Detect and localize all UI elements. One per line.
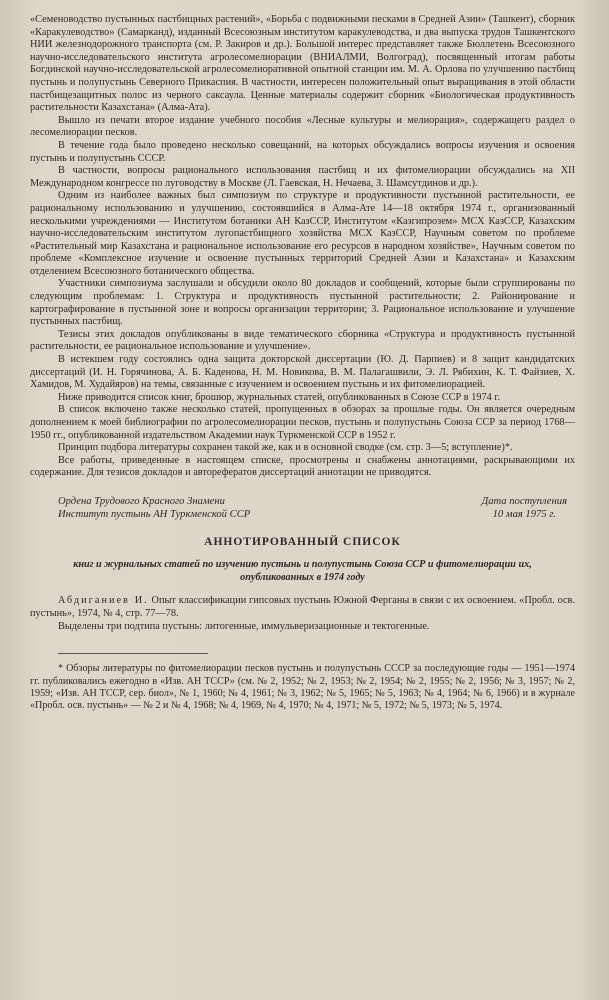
footnote-rule [58,653,208,654]
paragraph-3: В течение года было проведено несколько совещаний, на которых обсуждались вопросы изучения и освоения пустынь и полупустынь СССР. [30,139,575,164]
entry-annotation: Выделены три подтипа пустынь: литогенные, иммульверизационные и тектогенные. [58,620,430,632]
institution-line-1: Ордена Трудового Красного Знамени [58,495,225,507]
section-title: АННОТИРОВАННЫЙ СПИСОК [204,536,401,549]
paragraph-8: В истекшем году состоялись одна защита докторской диссертации (Ю. Д. Парпиев) и 8 защит кандидатских диссертаций (И. Н. Горячинова, А. Б. Каденова, Н. М. Новикова, В. М. Палагашвили, Э. Л. Рябихин, К. Т. Файзиев, Х. Хамидов, М. Худайяров) на темы, связанные с изучением и освоением пустынь и их фитомелиорацией. [30,354,575,391]
paragraph-5: Одним из наиболее важных был симпозиум по структуре и продуктивности пустынной растительности, ее рациональному использованию и улучшению, состоявшийся в Алма-Ате 14—18 октября 1974 г., организованный несколькими учреждениями — Институтом ботаники АН КазССР, Институтом «Казгипрозем» МСХ КазССР, Казахским научно-исследовательским институтом лугопастбищного хозяйства МСХ КазССР, Научным советом по проблеме «Растительный мир Казахстана и рациональное использование его ресурсов в народном хозяйстве», Научным советом по проблеме «Комплексное изучение и освоение пустынных территорий Средней Азии и Казахстана» и Казахским отделением Всесоюзного ботанического общества. [30,190,575,277]
received-date [481,496,575,521]
paragraph-7: Тезисы этих докладов опубликованы в виде тематического сборника «Структура и продуктивность пустынной растительности, ее рациональное использование и улучшение». [30,328,575,353]
paragraph-9: Ниже приводится список книг, брошюр, журнальных статей, опубликованных в Союзе ССР в 1974 г. [58,391,501,403]
paragraph-2: Вышло из печати второе издание учебного пособия «Лесные культуры и мелиорация», содержащего раздел о лесомелиорации песков. [30,114,575,139]
paragraph-4: В частности, вопросы рационального использования пастбищ и их фитомелиорации обсуждались на XII Международном конгрессе по луговодству в Москве (Л. Гаевская, Н. Нечаева, З. Шамсутдинов и др.). [30,165,575,189]
entry-author: Абдиганиев И. [58,595,149,607]
institution-line-2: Институт пустынь АН Туркменской ССР [58,508,251,520]
entry-text: Опыт классификации гипсовых пустынь Южной Ферганы в связи с их освоением. «Пробл. осв. пустынь», 1974, № 4, стр. 77—78. [30,595,575,619]
section-subtitle: книг и журнальных статей по изучению пустынь и полупустынь Союза ССР и фитомелиорации их, опубликованных в 1974 году [73,559,532,583]
received-date-value: 10 мая 1975 г. [492,508,556,520]
entry-citation [30,595,575,620]
affiliation-block [30,496,575,521]
institution [30,496,250,521]
paragraph-10: В список включено также несколько статей, пропущенных в обзорах за прошлые годы. Он является очередным дополнением к моей библиографии по агролесомелиорации песков, пустынь и полупустынь Союза ССР за период 1768—1950 гг., опубликованной издательством Академии наук Туркменской ССР в 1952 г. [30,404,575,441]
paragraph-11: Принцип подбора литературы сохранен такой же, как и в основной сводке (см. стр. 3—5; вступление)*. [58,442,513,454]
footnote: * Обзоры литературы по фитомелиорации песков пустынь и полупустынь СССР за последующие годы — 1951—1974 гг. публиковались ежегодно в «Изв. АН ТССР» (см. № 2, 1952; № 2, 1953; № 2, 1954; № 2, 1955; № 2, 1956; № 3, 1957; № 2, 1959; «Изв. АН ТССР, сер. биол», № 1, 1960; № 4, 1961; № 3, 1962; № 5, 1965; № 5, 1963; № 4, 1964; № 6, 1966) и в журнале «Пробл. осв. пустынь» — № 2 и № 4, 1968; № 4, 1969, № 4, 1970; № 4, 1971; № 5, 1972; № 5, 1973; № 5, 1974. [30,663,575,712]
paragraph-12: Все работы, приведенные в настоящем списке, просмотрены и снабжены аннотациями, раскрывающими их содержание. Для тезисов докладов и авторефератов диссертаций аннотации не приводятся. [30,454,575,479]
bibliography-entry [30,595,575,633]
paragraph-1: «Семеноводство пустынных пастбищных растений», «Борьба с подвижными песками в Средней Азии» (Ташкент), сборник «Каракулеводство» (Самарканд), изданный Всесоюзным институтом каракулеводства, и два выпуска трудов Ташкентского НИИ железнодорожного транспорта (см. Р. Закиров и др.). Большой интерес представляет также Бюллетень Всесоюзного научно-исследовательского института агролесомелиорации (ВНИАЛМИ, Волгоград), посвященный итогам работы Богдинской научно-исследовательской агролесомелиоративной опытной станции им. М. А. Орлова по улучшению пастбищ пустынь и полупустынь Северного Прикаспия. В частности, интересен положительный опыт выращивания в этой области пастбищезащитных полос из черного саксаула. Ценные материалы содержит сборник «Биологическая продуктивность растительности Казахстана» (Алма-Ата). [30,14,575,114]
paragraph-6: Участники симпозиума заслушали и обсудили около 80 докладов и сообщений, которые были сгруппированы по следующим проблемам: 1. Структура и продуктивность пустынной растительности; 2. Районирование и картографирование в пустынной зоне и вопросы организации территории; 3. Рациональное использование и улучшение пустынных пастбищ. [30,278,575,328]
received-date-label: Дата поступления [481,495,567,507]
